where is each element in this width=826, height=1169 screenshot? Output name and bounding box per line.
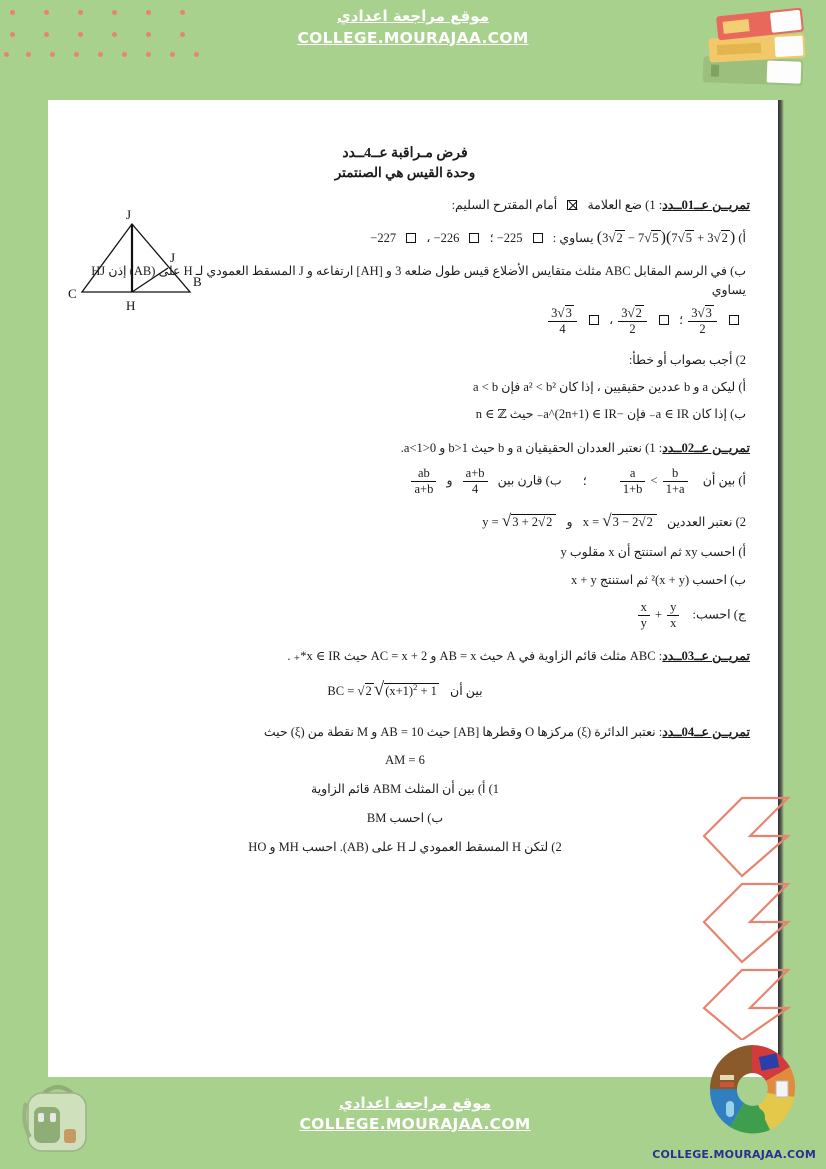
exercise1-q2b-line — [60, 405, 750, 424]
exercise3-question-expression: BC = √2 $√(x+1)^2 + 1$ — [327, 679, 437, 700]
header-branding — [280, 6, 546, 47]
exercise1-qa-label: أ) — [738, 230, 746, 245]
exercise1-qb-label: ب) — [730, 263, 746, 278]
exercise2-q1b-text: قارن بين — [497, 473, 543, 488]
exercise4-q1a-label: 1) أ) — [477, 782, 499, 796]
exercise1-heading: تمريــن عــ01ــدد — [662, 198, 750, 212]
exercise2-q2-line — [60, 508, 750, 534]
exercise2-q2-conj: و — [566, 515, 573, 530]
exercise4-heading: تمريــن عــ04ــدد — [662, 724, 750, 739]
school-ring-icon — [704, 1041, 800, 1137]
exercise1-qa-equals: يساوي : — [552, 230, 594, 245]
exercise1-qa-option-1: −225 — [496, 230, 523, 245]
exercise2-q2a-text: احسب xy ثم استنتج أن x مقلوب y — [560, 544, 736, 559]
exercise1-intro-after: أمام المقترح السليم: — [451, 198, 558, 212]
chevron-decoration — [696, 790, 796, 1040]
exercise1-qa-sep-2: ، — [426, 230, 431, 245]
backpack-icon — [18, 1077, 98, 1155]
exercise1-q2a-label: أ) — [738, 380, 746, 394]
exercise2-colon: : — [658, 440, 663, 455]
exercise4-q1a-text: بين أن المثلث ABM قائم الزاوية — [311, 782, 475, 796]
footer-site-name-arabic: موقع مراجعة اعدادي — [339, 1094, 491, 1112]
svg-text:H: H — [126, 298, 136, 313]
exercise2-q1a-label: أ) — [738, 473, 746, 488]
exercise2-q2-text: نعتبر العددين — [666, 515, 733, 530]
checkbox-marked-icon — [567, 200, 577, 210]
exercise1-q2b-label: ب) — [730, 406, 746, 421]
exercise4-given: AM = 6 — [385, 753, 425, 768]
exam-title-line-2: وحدة القيس هي الصنتمتر — [334, 165, 476, 180]
page-title — [60, 144, 750, 182]
exercise1-q2-label: 2) — [735, 353, 746, 368]
exercise1-q2-text: أجب بصواب أو خطأ: — [628, 353, 733, 368]
checkbox-option-2[interactable] — [469, 233, 479, 243]
checkbox-option-3[interactable] — [406, 233, 416, 243]
exercise3-heading: تمريــن عــ03ــدد — [662, 649, 750, 664]
exercise2-q1a-expression: $\frac{a}{1+b}$ < $\frac{b}{1+a}$ — [618, 466, 690, 497]
exercise2-q2b-line — [60, 571, 750, 590]
checkbox-hj-option-2[interactable] — [659, 315, 669, 325]
exercise2-q2c-text: احسب: — [692, 607, 731, 622]
exercise4-colon: : — [658, 724, 663, 739]
exercise1-qa-sep-1: ؛ — [489, 230, 494, 245]
exercise1-qb-options-line — [60, 305, 750, 337]
exercise1-q2b-text: إذا كان a ∈ IR₋ فإن −a^(2n+1) ∈ IR₋ حيث n ∈ ℤ — [475, 406, 727, 421]
exercise2-q2b-text: احسب (x + y)² ثم استنتج x + y — [570, 572, 727, 587]
exercise2-heading-line — [60, 439, 750, 458]
exercise1-qb-option-1: $\frac{3√3}{2}$ — [688, 305, 717, 337]
exercise4-q1b-label: ب) — [427, 810, 444, 825]
exercise2-q2-label: 2) — [735, 515, 746, 530]
exercise1-qa-expression: (3√2 − 7√5 )(7√5 + 3√2 ) — [596, 228, 736, 246]
exercise1-intro-before: ضع العلامة — [587, 198, 643, 212]
exercise4-q1a-line — [60, 780, 750, 799]
exercise1-q2a-line — [60, 378, 750, 397]
exercise2-x-definition: x = √3 − 2√2 — [583, 508, 657, 534]
exercise1-qa-option-3: −227 — [370, 230, 397, 245]
checkbox-option-1[interactable] — [533, 233, 543, 243]
exercise1-qb-text: في الرسم المقابل ABC مثلث متقايس الأضلاع قيس طول ضلعه 3 و [AH] ارتفاعه و J المسقط العمودي لـ H على (AB) إذن HJ يساوي — [91, 263, 746, 297]
exercise2-q1b-expr-1: $\frac{a+b}{4}$ — [461, 466, 490, 497]
footer-site-url: COLLEGE.MOURAJAA.COM — [299, 1115, 531, 1133]
exercise3-colon: : — [658, 649, 663, 664]
svg-text:J: J — [170, 250, 176, 265]
exercise1-qa-option-2: −226 — [433, 230, 460, 245]
svg-text:B: B — [193, 274, 202, 289]
exercise2-q1b-conj: و — [446, 473, 453, 488]
exercise2-q2c-line — [60, 600, 750, 631]
svg-text:C: C — [68, 286, 77, 301]
exercise4-text: نعتبر الدائرة (ξ) مركزها O وقطرها [AB] حيث AB = 10 و M نقطة من (ξ) حيث — [263, 724, 656, 739]
exercise2-q2a-label: أ) — [738, 544, 746, 559]
exam-title-line-1: فرض مـراقبة عــ4ــدد — [342, 146, 468, 161]
dot-decoration — [0, 0, 210, 90]
exercise1-q2-line — [60, 351, 750, 370]
exercise2-q2a-line — [60, 543, 750, 562]
exercise2-q1-separator: ؛ — [582, 473, 587, 488]
exercise2-q1b-expr-2: $\frac{ab}{a+b}$ — [409, 466, 438, 497]
footer-branding — [278, 1094, 552, 1133]
exercise4-q2-line — [60, 838, 750, 857]
exercise4-heading-line — [60, 723, 750, 742]
exercise1-q1-number: 1) — [645, 198, 656, 212]
exercise2-q2c-label: ج) — [733, 607, 746, 622]
exercise2-y-definition: y = √3 + 2√2 — [482, 508, 556, 534]
exercise2-q2c-expression: $\frac{x}{y}$ + $\frac{y}{x}$ — [636, 600, 682, 631]
exercise2-q1-text: نعتبر العددان الحقيقيان a و b حيث b>1 و 0<a<1. — [400, 440, 643, 455]
footer-credit-url: COLLEGE.MOURAJAA.COM — [652, 1148, 816, 1161]
exercise4-q2-text: لتكن H المسقط العمودي لـ H على (AB). احسب MH و HO — [248, 839, 549, 854]
header-site-url: COLLEGE.MOURAJAA.COM — [297, 29, 529, 47]
exercise1-qb-option-2: $\frac{3√2}{2}$ — [618, 305, 647, 337]
exercise1-colon: : — [658, 198, 663, 212]
exercise4-given-line — [60, 751, 750, 770]
svg-text:J: J — [126, 207, 132, 222]
books-illustration — [693, 6, 818, 98]
exercise2-q1-label: 1) — [645, 440, 656, 455]
exercise4-q1b-text: احسب BM — [366, 810, 425, 825]
exercise4-q2-label: 2) — [551, 839, 562, 854]
exercise4-q1b-line — [60, 809, 750, 828]
exercise2-heading: تمريــن عــ02ــدد — [662, 440, 750, 455]
exercise1-qb-sep-1: ؛ — [679, 313, 684, 328]
exercise3-question-text: بين أن — [450, 684, 483, 698]
exercise3-heading-line — [60, 647, 750, 666]
exam-document — [60, 118, 750, 1018]
checkbox-hj-option-3[interactable] — [589, 315, 599, 325]
exercise1-qa-line — [60, 226, 750, 250]
exercise1-q2a-text: ليكن a و b عددين حقيقيين ، إذا كان a² < b² فإن a < b — [473, 380, 736, 394]
exercise2-q1ab-line — [60, 466, 750, 497]
exercise1-qb-sep-2: ، — [609, 313, 614, 328]
exercise2-q1b-label: ب) — [545, 473, 562, 488]
exercise1-qb-option-3: $\frac{3√3}{4}$ — [548, 305, 577, 337]
exercise3-question-line — [60, 676, 750, 705]
exercise2-q2b-label: ب) — [730, 572, 746, 587]
checkbox-hj-option-1[interactable] — [729, 315, 739, 325]
header-site-name-arabic: موقع مراجعة اعدادي — [337, 7, 489, 25]
exercise3-text: ABC مثلث قائم الزاوية في A حيث AB = x و AC = x + 2 حيث x ∈ IR*₊ . — [287, 649, 656, 664]
exercise1-qb-line — [60, 262, 750, 300]
exercise2-q1a-text: بين أن — [702, 473, 736, 488]
